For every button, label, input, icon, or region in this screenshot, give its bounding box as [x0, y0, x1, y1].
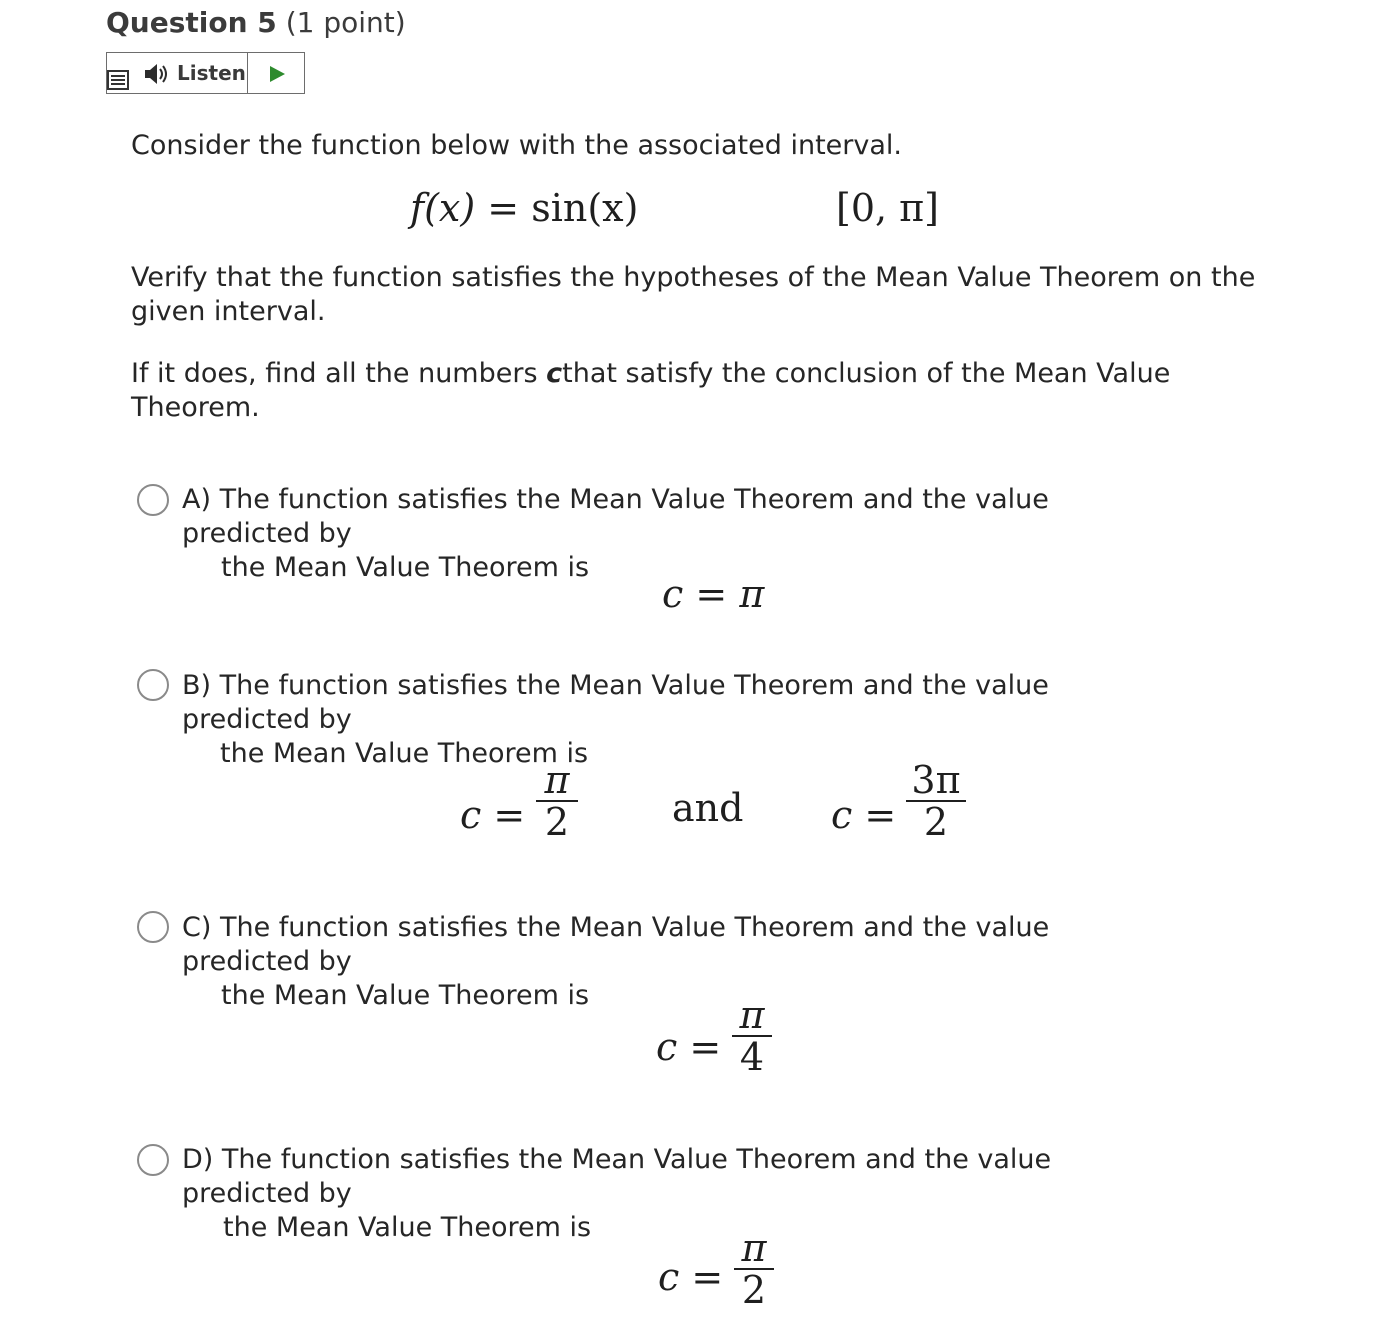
function-equals: = — [487, 186, 520, 230]
prompt-verify — [131, 261, 1281, 329]
option-b-den1: 2 — [544, 800, 570, 844]
option-b-frac1 — [536, 760, 578, 842]
option-d-frac — [734, 1228, 774, 1310]
option-a-value: π — [739, 572, 765, 616]
option-b-letter: B) — [182, 670, 212, 701]
option-d-var: c — [658, 1255, 680, 1299]
option-b-lhs1 — [460, 793, 525, 837]
option-d-eq: = — [691, 1255, 724, 1299]
option-a-line1: The function satisfies the Mean Value Theorem and the value predicted by — [182, 484, 1049, 549]
option-d-num: π — [741, 1226, 767, 1270]
option-c-line1: The function satisfies the Mean Value Theorem and the value predicted by — [182, 912, 1050, 977]
prompt-find-line2: Theorem. — [131, 392, 260, 423]
option-b-var1: c — [460, 793, 482, 837]
option-c-radio[interactable] — [137, 911, 169, 943]
option-b-num2: 3π — [911, 758, 961, 802]
option-d-radio[interactable] — [137, 1144, 169, 1176]
option-a-var: c — [662, 572, 684, 616]
option-a-text[interactable] — [182, 483, 1182, 585]
question-title — [106, 6, 406, 39]
option-d-line2: the Mean Value Theorem is — [223, 1212, 592, 1243]
option-d-text[interactable] — [182, 1143, 1182, 1245]
prompt-find-var: c — [546, 358, 563, 389]
option-b-eq1: = — [493, 793, 526, 837]
menu-icon[interactable] — [107, 69, 129, 91]
prompt-verify-line2: given interval. — [131, 296, 326, 327]
prompt-find — [131, 357, 1281, 425]
option-a-eq: = — [695, 572, 728, 616]
listen-divider — [247, 53, 248, 93]
prompt-find-pre: If it does, find all the numbers — [131, 358, 538, 389]
option-b-lhs2 — [831, 793, 896, 837]
listen-widget[interactable] — [106, 52, 305, 94]
option-b-joiner: and — [672, 786, 744, 830]
option-b-den2: 2 — [923, 800, 949, 844]
prompt-verify-line1: Verify that the function satisfies the hypotheses of the Mean Value Theorem on the — [131, 262, 1256, 293]
question-number: Question 5 — [106, 6, 277, 39]
option-a-radio[interactable] — [137, 484, 169, 516]
function-lhs: f(x) — [410, 186, 476, 230]
option-c-var: c — [656, 1025, 678, 1069]
question-points: (1 point) — [285, 6, 406, 39]
option-c-den: 4 — [739, 1035, 765, 1079]
option-b-eq2: = — [864, 793, 897, 837]
speaker-icon — [143, 63, 169, 85]
option-c-frac — [732, 995, 772, 1077]
option-d-den: 2 — [741, 1268, 767, 1312]
option-c-lhs — [656, 1025, 721, 1069]
option-b-line2: the Mean Value Theorem is — [220, 738, 589, 769]
play-icon[interactable] — [267, 64, 287, 84]
function-rhs: sin(x) — [531, 186, 639, 230]
option-c-line2: the Mean Value Theorem is — [221, 980, 590, 1011]
option-c-text[interactable] — [182, 911, 1182, 1013]
prompt-intro: Consider the function below with the associated interval. — [131, 130, 902, 161]
function-expression — [410, 186, 638, 230]
option-b-line1: The function satisfies the Mean Value Theorem and the value predicted by — [182, 670, 1049, 735]
option-c-num: π — [739, 993, 765, 1037]
option-b-frac2 — [906, 760, 966, 842]
option-c-eq: = — [689, 1025, 722, 1069]
option-a-letter: A) — [182, 484, 212, 515]
listen-label[interactable]: Listen — [177, 61, 246, 85]
option-a-answer — [662, 572, 764, 616]
option-d-line1: The function satisfies the Mean Value Theorem and the value predicted by — [182, 1144, 1052, 1209]
prompt-find-post: that satisfy the conclusion of the Mean Value — [562, 358, 1171, 389]
option-b-text[interactable] — [182, 669, 1182, 771]
option-b-num1: π — [544, 758, 570, 802]
option-a-line2: the Mean Value Theorem is — [221, 552, 590, 583]
interval: [0, π] — [836, 186, 939, 230]
option-b-var2: c — [831, 793, 853, 837]
option-d-letter: D) — [182, 1144, 214, 1175]
option-d-lhs — [658, 1255, 723, 1299]
option-c-letter: C) — [182, 912, 212, 943]
option-b-radio[interactable] — [137, 669, 169, 701]
